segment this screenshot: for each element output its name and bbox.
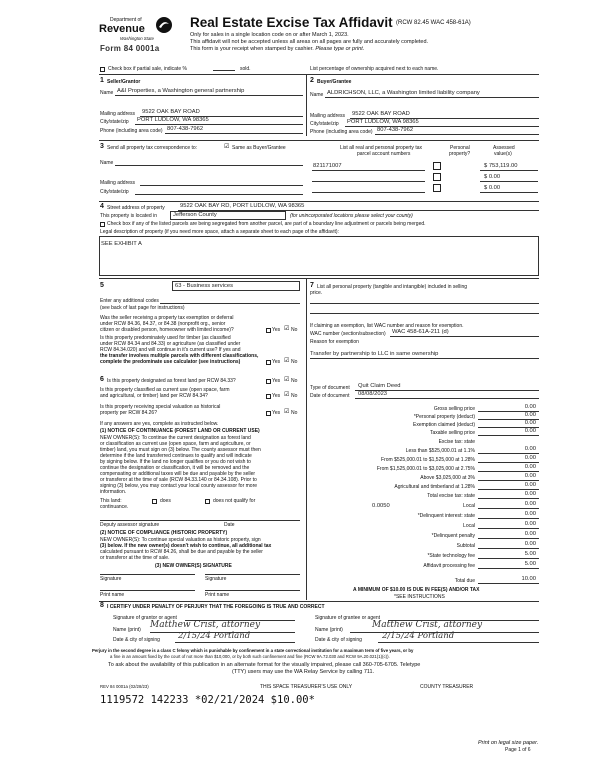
processing-fee-field[interactable]	[478, 568, 539, 569]
personal-property-field-1[interactable]	[310, 303, 539, 304]
parcel-heading-2a: Personal	[450, 145, 470, 151]
tier-3-value: 0.00	[524, 464, 536, 470]
partial-sale-checkbox[interactable]	[100, 67, 105, 72]
total-due-label: Total due	[454, 578, 475, 584]
notice-1-line-3: timber) land, you must sign on (3) below. The county assessor must then	[100, 447, 261, 453]
parcel-number-field-1[interactable]	[312, 170, 425, 171]
corr-name-field[interactable]	[115, 165, 303, 166]
delinq-penalty-value: 0.00	[524, 531, 536, 537]
partial-sale-label: Check box if partial sale, indicate %	[108, 66, 187, 72]
personal-property-checkbox-3[interactable]	[433, 184, 441, 192]
reason-value: Transfer by partnership to LLC in same ownership	[310, 351, 439, 357]
buyer-name-field[interactable]	[325, 97, 539, 98]
total-state-value: 0.00	[524, 491, 536, 497]
dept-line3: Washington State	[120, 36, 154, 41]
legal-description-field[interactable]	[99, 236, 539, 276]
buyer-name-label: Name	[310, 92, 324, 98]
new-owner-signature-2[interactable]	[205, 574, 300, 575]
taxable-field[interactable]	[478, 435, 539, 436]
treasurer-use-label: THIS SPACE TREASURER'S USE ONLY	[260, 684, 353, 690]
historic-yes-label: Yes	[272, 410, 281, 416]
parcel-heading-3b: value(s)	[494, 151, 512, 157]
seller-name-field[interactable]	[115, 95, 303, 96]
additional-codes-field[interactable]	[160, 303, 300, 304]
current-use-q-b: and agricultural, or timber) land per RCW 84.34?	[100, 393, 208, 399]
sold-label: sold.	[240, 66, 251, 72]
buyer-mail-label: Mailing address	[310, 113, 346, 119]
perjury-line-1: Perjury in the second degree is a class C felony which is punishable by confinement in a state correctional institution for a maximum term of five years, or by	[92, 648, 414, 653]
exemption-q1: Was the seller receiving a property tax exemption or deferral	[100, 315, 234, 321]
tier-1-label: Less than $525,000.01 at 1.1%	[405, 448, 475, 454]
personal-property-field-2[interactable]	[310, 313, 539, 314]
timber-yes-checkbox[interactable]	[266, 360, 271, 365]
grantor-name-label: Name (print)	[113, 627, 141, 633]
processing-fee-value: 5.00	[524, 561, 536, 567]
total-due-field[interactable]	[478, 583, 539, 584]
subtotal-value: 0.00	[524, 541, 536, 547]
unincorp-note: (for unincorporated locations please select your county)	[290, 213, 413, 219]
tier-2-label: From $525,000.01 to $1,525,000 at 1.28%	[381, 457, 475, 463]
forest-yes-label: Yes	[272, 378, 281, 384]
street-label: Street address of property	[107, 205, 165, 211]
perjury-line-2: a fine in an amount fixed by the court of not more than $10,000, or by both such confinement and fine (RCW 9A.72.030 and RCW 9A.20.021(1)(c)).	[110, 654, 390, 659]
grantor-signature-label: Signature of grantor or agent	[113, 615, 177, 621]
delinq-local-value: 0.00	[524, 521, 536, 527]
exemption-yes-checkbox[interactable]	[266, 328, 271, 333]
seller-city-value: PORT LUDLOW, WA 98365	[137, 117, 209, 123]
corr-city-label: City/state/zip	[100, 189, 129, 195]
tier-4-value: 0.00	[524, 473, 536, 479]
subtotal-field[interactable]	[478, 548, 539, 549]
header-note-3: This form is your receipt when stamped by cashier. Please type or print.	[190, 46, 365, 52]
buyer-heading: Buyer/Grantee	[317, 79, 352, 85]
doc-date-field[interactable]	[355, 398, 539, 399]
doc-date-value: 08/08/2023	[358, 391, 388, 397]
page-title: Real Estate Excise Tax Affidavit	[190, 15, 393, 30]
buyer-phone-label: Phone (including area code)	[310, 129, 373, 135]
notice-2-line-4: or transferor at the time of sale.	[100, 555, 170, 561]
local-field[interactable]	[478, 508, 539, 509]
personal-property-text-2: price.	[310, 290, 323, 296]
partial-percent-field[interactable]	[213, 70, 235, 71]
dept-line2: Revenue	[99, 23, 145, 35]
delinq-state-label: *Delinquent interest: state	[417, 513, 475, 519]
delinq-state-field[interactable]	[478, 518, 539, 519]
exemption-no-checkbox[interactable]: ☑	[284, 326, 290, 332]
forest-no-label: No	[291, 378, 298, 384]
wac-label: WAC number (section/subsection)	[310, 331, 386, 337]
historic-q-b: property per RCW 84.26?	[100, 410, 157, 416]
same-as-buyer-checkbox[interactable]: ☑	[224, 144, 230, 150]
delinq-penalty-field[interactable]	[478, 538, 539, 539]
delinq-state-value: 0.00	[524, 511, 536, 517]
notice-1-line-1: NEW OWNER(S): To continue the current designation as forest land	[100, 435, 251, 441]
legal-description-label: Legal description of property (if you need more space, attach a separate sheet to each page of the affidavit):	[100, 229, 339, 235]
timber-q2: under RCW 84.34 and 84.33) or agriculture (as classified under	[100, 341, 241, 347]
new-owner-signature-1[interactable]	[100, 574, 195, 575]
notice-1-line-6: continue the designation or classification, it will be removed and the	[100, 465, 250, 471]
minimum-notice: A MINIMUM OF $10.00 IS DUE IN FEE(S) AND/OR TAX	[353, 587, 480, 593]
current-use-no-checkbox[interactable]: ☑	[284, 392, 290, 398]
grantee-name-value: Matthew Crist, attorney	[372, 620, 483, 630]
wac-value: WAC 458-61A-211 (d)	[392, 329, 449, 335]
tier-4-field[interactable]	[478, 480, 539, 481]
tech-fee-label: *State technology fee	[427, 553, 475, 559]
parcel-heading-2b: property?	[449, 151, 471, 157]
historic-no-checkbox[interactable]: ☑	[284, 409, 290, 415]
header-note-1: Only for sales in a single location code on or after March 1, 2023.	[190, 32, 349, 38]
tier-1-value: 0.00	[524, 446, 536, 452]
section-5-number: 5	[100, 282, 104, 289]
timber-q5: complete the predominate use calculator (see instructions)	[100, 359, 241, 365]
exemption-claim-label: If claiming an exemption, list WAC number and reason for exemption.	[310, 323, 464, 329]
assessed-value-2: $ 0.00	[484, 174, 501, 180]
see-instructions: *SEE INSTRUCTIONS	[394, 594, 445, 600]
wac-field[interactable]	[390, 336, 539, 337]
buyer-mail-value: 9522 OAK BAY ROAD	[352, 111, 410, 117]
notice-1-line-8: or transferor at the time of sale (RCW 84.33.140 or 84.34.108). Prior to	[100, 477, 257, 483]
buyer-city-value: PORT LUDLOW, WA 98365	[347, 119, 419, 125]
segregated-checkbox[interactable]	[100, 222, 105, 227]
tech-fee-field[interactable]	[478, 558, 539, 559]
total-state-label: Total excise tax: state	[427, 493, 475, 499]
ag-field[interactable]	[478, 489, 539, 490]
grantor-date-value: 2/15/24 Portland	[178, 631, 251, 641]
personal-property-checkbox-1[interactable]	[433, 162, 441, 170]
dept-line1: Department of	[110, 17, 142, 23]
timber-q1: Is this property predominately used for timber (as classified	[100, 335, 231, 341]
legal-description-value: SEE EXHIBIT A	[101, 241, 142, 247]
print-name-label-1: Print name	[100, 592, 125, 598]
personal-deduct-label: *Personal property (deduct)	[413, 414, 475, 420]
grantee-date-label: Date & city of signing	[315, 637, 362, 643]
section-1-number: 1	[100, 77, 104, 84]
county-treasurer-label: COUNTY TREASURER	[420, 684, 474, 690]
delinq-local-label: Local	[463, 523, 475, 529]
grantor-name-value: Matthew Crist, attorney	[150, 620, 261, 630]
delinq-penalty-label: *Delinquent penalty	[431, 533, 475, 539]
forest-yes-checkbox[interactable]	[266, 379, 271, 384]
revision-label: REV 84 0001a (02/28/23)	[100, 684, 149, 689]
taxable-value: 0.00	[524, 428, 536, 434]
doc-date-label: Date of document	[310, 393, 350, 399]
parcel-heading-3a: Assessed	[493, 145, 515, 151]
assessed-value-field-3[interactable]	[480, 192, 538, 193]
corr-mail-label: Mailing address	[100, 180, 136, 186]
legal-paper-note: Print on legal size paper.	[478, 740, 539, 746]
ag-value: 0.00	[524, 482, 536, 488]
exemption-q2: under RCW 84.36, 84.37, or 84.38 (nonprofit org., senior	[100, 321, 226, 327]
certify-heading: I CERTIFY UNDER PENALTY OF PERJURY THAT THE FOREGOING IS TRUE AND CORRECT	[107, 604, 325, 610]
seller-mail-value: 9522 OAK BAY ROAD	[142, 109, 200, 115]
buyer-name-value: ALDRICHSON, LLC, a Washington limited liability company	[327, 90, 480, 96]
notice-1-title: (1) NOTICE OF CONTINUANCE (FOREST LAND OR CURRENT USE)	[100, 428, 260, 434]
parcel-heading-1a: List all real and personal property tax	[340, 145, 422, 151]
current-use-q-a: Is this property classified as current use (open space, farm	[100, 387, 230, 393]
notice-2-line-1: NEW OWNER(S): To continue special valuation as historic property, sign	[100, 537, 261, 543]
exemption-no-label: No	[291, 327, 298, 333]
notice-1-line-7: compensating or additional taxes will be due and payable by the seller	[100, 471, 256, 477]
current-use-no-label: No	[291, 393, 298, 399]
seller-heading: Seller/Grantor	[107, 79, 141, 85]
correspondence-label: Send all property tax correspondence to:	[107, 145, 198, 151]
notice-1-line-4: determine if the land transferred continues to qualify and will indicate	[100, 453, 252, 459]
gross-label: Gross selling price	[433, 406, 475, 412]
does-not-label: does not qualify for	[213, 498, 256, 504]
if-yes-note: If any answers are yes, complete as instructed below.	[100, 421, 219, 427]
personal-property-text-1: List all personal property (tangible and intangible) included in selling	[317, 284, 468, 290]
located-label: This property is located in	[100, 213, 157, 219]
does-not-checkbox[interactable]	[205, 499, 210, 504]
local-value: 0.00	[524, 501, 536, 507]
notice-1-line-5: by signing below. If the land no longer qualifies or you do not wish to	[100, 459, 251, 465]
seller-city-label: City/state/zip	[100, 119, 129, 125]
seller-name-value: A&I Properties, a Washington general partnership	[117, 88, 245, 94]
corr-city-field[interactable]	[135, 194, 303, 195]
subtotal-label: Subtotal	[456, 543, 475, 549]
tier-4-label: Above $3,025,000 at 3%	[420, 475, 475, 481]
section-6-number: 6	[100, 376, 104, 383]
parcel-heading-1b: parcel account numbers	[357, 151, 411, 157]
grantee-name-label: Name (print)	[315, 627, 343, 633]
new-owner-signature-heading: (3) NEW OWNER(S) SIGNATURE	[155, 563, 232, 569]
timber-q3: RCW 84.34.020) and will continue in it's current use? If yes and	[100, 347, 241, 353]
exemption-deduct-label: Exemption claimed (deduct)	[413, 422, 475, 428]
notice-2-line-3: calculated pursuant to RCW 84.26, shall be due and payable by the seller	[100, 549, 263, 555]
local-rate: 0.0050	[372, 503, 390, 509]
notice-1-line-2: or classification as current use (open space, farm and agriculture, or	[100, 441, 251, 447]
seller-city-field[interactable]	[135, 124, 303, 125]
seller-phone-field[interactable]	[165, 133, 303, 134]
personal-deduct-value: 0.00	[524, 412, 536, 418]
forest-no-checkbox[interactable]: ☑	[284, 377, 290, 383]
signature-label-2: Signature	[205, 576, 227, 582]
does-label: does	[160, 498, 171, 504]
assessed-value-1: $ 753,119.00	[484, 163, 518, 169]
tier-3-label: From $1,525,000.01 to $3,025,000 at 2.75%	[376, 466, 475, 472]
parcel-number-1: 821171007	[313, 163, 342, 169]
section-7-number: 7	[310, 282, 314, 289]
assessed-value-field-1[interactable]	[480, 170, 538, 171]
doc-type-value: Quit Claim Deed	[358, 383, 401, 389]
dept-logo-icon	[155, 16, 173, 34]
accessibility-line-2: (TTY) users may use the WA Relay Service by calling 711.	[232, 669, 375, 675]
buyer-phone-value: 807-438-7962	[377, 127, 414, 133]
new-owner-print-2[interactable]	[205, 590, 300, 591]
parcel-number-field-2[interactable]	[312, 181, 425, 182]
gross-value: 0.00	[524, 404, 536, 410]
assessed-value-field-2[interactable]	[480, 181, 538, 182]
parcel-number-field-3[interactable]	[312, 192, 425, 193]
notice-2-title: (2) NOTICE OF COMPLIANCE (HISTORIC PROPERTY)	[100, 530, 228, 536]
taxable-label: Taxable selling price	[429, 430, 475, 436]
exemption-q3: citizen or disabled person, homeowner with limited income)?	[100, 327, 234, 333]
header-note-2: This affidavit will not be accepted unless all areas on all pages are fully and accurately completed.	[190, 39, 429, 45]
segregated-label: Check box if any of the listed parcels are being segregated from another parcel, are part of a boundary line adjustment or parcels being merged.	[107, 221, 426, 227]
land-use-code-value: 63 - Business services	[175, 283, 233, 289]
exemption-yes-label: Yes	[272, 327, 281, 333]
see-list-label: (see back of last page for instructions)	[100, 305, 185, 311]
continuance-label: continuance.	[100, 504, 129, 510]
buyer-phone-field[interactable]	[375, 134, 539, 135]
seller-mail-label: Mailing address	[100, 111, 136, 117]
additional-codes-label: Enter any additional codes	[100, 298, 159, 304]
grantee-date-value: 2/15/24 Portland	[382, 631, 455, 641]
current-use-yes-checkbox[interactable]	[266, 394, 271, 399]
doc-type-label: Type of document	[310, 385, 350, 391]
seller-phone-label: Phone (including area code)	[100, 128, 163, 134]
tier-1-field[interactable]	[478, 453, 539, 454]
seller-phone-value: 807-438-7962	[167, 126, 204, 132]
buyer-city-label: City/state/zip	[310, 121, 339, 127]
reason-field[interactable]	[310, 358, 539, 359]
this-land-label: This land:	[100, 498, 122, 504]
ownership-note: List percentage of ownership acquired next to each name.	[310, 66, 439, 72]
new-owner-print-1[interactable]	[100, 590, 195, 591]
tier-2-value: 0.00	[524, 455, 536, 461]
forest-q1: Is this property designated as forest land per RCW 84.33?	[107, 378, 236, 384]
corr-name-label: Name	[100, 160, 114, 166]
historic-q-a: Is this property receiving special valuation as historical	[100, 404, 221, 410]
section-2-number: 2	[310, 77, 314, 84]
section-8-number: 8	[100, 602, 104, 609]
section-4-number: 4	[100, 203, 104, 210]
accessibility-line-1: To ask about the availability of this publication in an alternate format for the visually impaired, please call 360-705-6705. Teletype	[108, 662, 421, 668]
same-as-buyer-label: Same as Buyer/Grantee	[232, 145, 286, 151]
form-number: Form 84 0001a	[100, 44, 160, 53]
deputy-signature-label: Deputy assessor signature	[100, 522, 160, 528]
tier-2-field[interactable]	[478, 462, 539, 463]
does-checkbox[interactable]	[152, 499, 157, 504]
timber-no-checkbox[interactable]: ☑	[284, 358, 290, 364]
timber-yes-label: Yes	[272, 359, 281, 365]
grantee-signature-label: Signature of grantee or agent	[315, 615, 381, 621]
timber-no-label: No	[291, 359, 298, 365]
street-value: 9522 OAK BAY RD, PORT LUDLOW, WA 98365	[180, 203, 305, 209]
assessed-value-3: $ 0.00	[484, 185, 501, 191]
excise-state-label: Excise tax: state	[438, 439, 475, 445]
section-3-number: 3	[100, 143, 104, 150]
county-value: Jefferson County	[173, 212, 217, 218]
current-use-yes-label: Yes	[272, 393, 281, 399]
total-state-field[interactable]	[478, 498, 539, 499]
page-number: Page 1 of 6	[505, 747, 531, 753]
delinq-local-field[interactable]	[478, 528, 539, 529]
grantor-date-label: Date & city of signing	[113, 637, 160, 643]
reason-label: Reason for exemption	[310, 339, 359, 345]
processing-fee-label: Affidavit processing fee	[423, 563, 475, 569]
treasurer-stamp: 1119572 142233 *02/21/2024 $10.00*	[100, 694, 315, 706]
tech-fee-value: 5.00	[524, 551, 536, 557]
deputy-signature-field[interactable]	[100, 520, 300, 521]
corr-mail-field[interactable]	[140, 185, 303, 186]
exemption-deduct-value: 0.00	[524, 420, 536, 426]
local-label: Local	[463, 503, 475, 509]
print-name-label-2: Print name	[205, 592, 230, 598]
grantor-date-field[interactable]	[175, 642, 295, 643]
buyer-city-field[interactable]	[345, 126, 539, 127]
tier-3-field[interactable]	[478, 471, 539, 472]
signature-label-1: Signature	[100, 576, 122, 582]
ag-label: Agricultural and timberland at 1.28%	[394, 484, 475, 490]
historic-yes-checkbox[interactable]	[266, 411, 271, 416]
timber-q4: the transfer involves multiple parcels with different classifications,	[100, 353, 259, 359]
title-citation: (RCW 82.45 WAC 458-61A)	[396, 20, 471, 26]
total-due-value: 10.00	[521, 576, 536, 582]
seller-name-label: Name	[100, 90, 114, 96]
notice-1-line-9: signing (3) below, you may contact your local county assessor for more	[100, 483, 258, 489]
grantee-date-field[interactable]	[378, 642, 539, 643]
notice-1-line-10: information.	[100, 489, 127, 495]
historic-no-label: No	[291, 410, 298, 416]
deputy-date-label: Date	[224, 522, 235, 528]
notice-2-line-2: (3) below. If the new owner(s) doesn't wish to continue, all additional tax	[100, 543, 272, 549]
personal-property-checkbox-2[interactable]	[433, 173, 441, 181]
